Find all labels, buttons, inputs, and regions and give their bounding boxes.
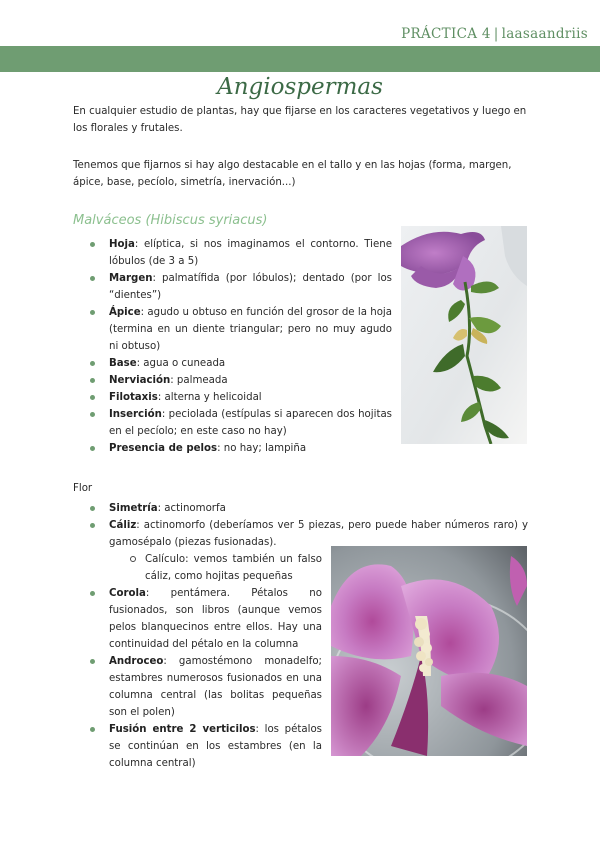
list-item: Presencia de pelos: no hay; lampiña (73, 440, 392, 457)
section-heading: Malváceos (Hibiscus syriacus) (73, 213, 268, 228)
list-item: Hoja: elíptica, si nos imaginamos el contorno. Tiene lóbulos (de 3 a 5) (73, 236, 392, 270)
flower-characteristics-list-cont (73, 551, 322, 772)
list-item: Filotaxis: alterna y helicoidal (73, 389, 392, 406)
list-item: Corola: pentámera. Pétalos no fusionados, son libros (aunque vemos pelos blanquecinos entre ellos. Hay una continuidad del pétalo en la columna (73, 585, 322, 653)
sub-list-item: Calículo: vemos también un falso cáliz, como hojitas pequeñas (109, 551, 322, 585)
list-item (73, 551, 322, 585)
list-item: Inserción: peciolada (estípulas si aparecen dos hojitas en el pecíolo; en este caso no hay) (73, 406, 392, 440)
flower-label: Flor (73, 483, 93, 494)
header-bar (0, 46, 600, 72)
intro-paragraph-2: Tenemos que fijarnos si hay algo destacable en el tallo y en las hojas (forma, margen, ápice, base, pecíolo, simetría, inervación...) (73, 160, 512, 188)
list-item: Margen: palmatífida (por lóbulos); dentado (por los “dientes”) (73, 270, 392, 304)
header-separator: | (493, 26, 499, 42)
hibiscus-stem-photo (401, 226, 527, 444)
list-item: Nerviación: palmeada (73, 372, 392, 389)
page-title: Angiospermas (217, 74, 383, 100)
list-item: Fusión entre 2 verticilos: los pétalos se continúan en los estambres (en la columna central) (73, 721, 322, 772)
page-header (401, 26, 588, 42)
list-item: Base: agua o cuneada (73, 355, 392, 372)
intro-paragraph-1: En cualquier estudio de plantas, hay que fijarse en los caracteres vegetativos y luego en los florales y frutales. (73, 106, 527, 134)
author-label: laasaandriis (501, 26, 588, 42)
leaf-characteristics-list (73, 236, 392, 457)
list-item: Ápice: agudo u obtuso en función del grosor de la hoja (termina en un diente triangular; pero no muy agudo ni obtuso) (73, 304, 392, 355)
list-item: Simetría: actinomorfa (73, 500, 528, 517)
sub-list (73, 551, 322, 585)
list-item: Androceo: gamostémono monadelfo; estambres numerosos fusionados en una columna central (las bolitas pequeñas son el polen) (73, 653, 322, 721)
list-item: Cáliz: actinomorfo (deberíamos ver 5 piezas, pero puede haber números raro) y gamosépalo (piezas fusionadas). (73, 517, 528, 551)
hibiscus-flower-photo (331, 546, 527, 756)
flower-characteristics-list (73, 500, 528, 551)
practice-label: PRÁCTICA 4 (401, 26, 491, 42)
